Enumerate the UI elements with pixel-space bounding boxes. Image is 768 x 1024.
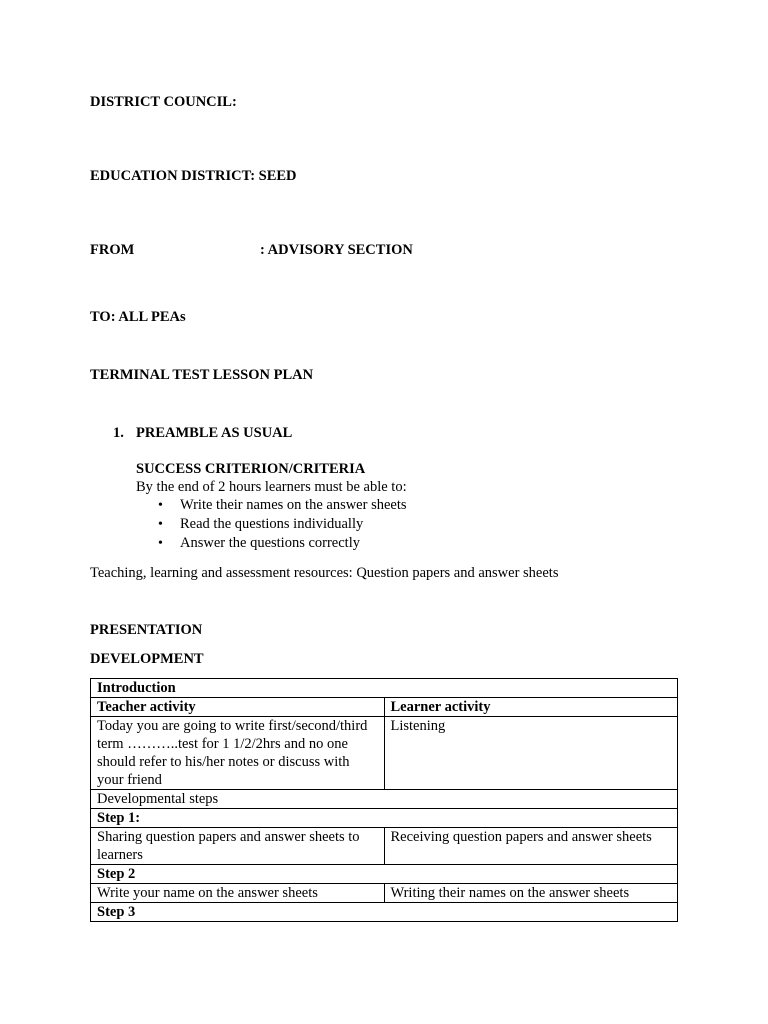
step3-label: Step 3 (91, 903, 678, 922)
list-item: • Answer the questions correctly (158, 535, 360, 551)
introduction-cell: Introduction (91, 679, 678, 698)
table-row (91, 828, 678, 865)
success-criteria-heading: SUCCESS CRITERION/CRITERIA (136, 461, 366, 477)
list-item: • Write their names on the answer sheets (158, 497, 407, 513)
table-row (91, 884, 678, 903)
bullet-icon: • (158, 536, 163, 551)
section-heading: PREAMBLE AS USUAL (136, 425, 293, 441)
table-row (91, 903, 678, 922)
table-row (91, 698, 678, 717)
table-row (91, 809, 678, 828)
from-value: : ADVISORY SECTION (260, 242, 413, 258)
section-number: 1. (113, 425, 124, 441)
table-row (91, 790, 678, 809)
resources-text: Teaching, learning and assessment resources: Question papers and answer sheets (90, 565, 559, 581)
to-label: TO: ALL PEAs (90, 309, 186, 325)
education-district-label: EDUCATION DISTRICT: SEED (90, 168, 297, 184)
list-item: • Read the questions individually (158, 516, 364, 532)
step2-label: Step 2 (91, 865, 678, 884)
document-title: TERMINAL TEST LESSON PLAN (90, 367, 314, 383)
step1-label: Step 1: (91, 809, 678, 828)
table-row (91, 865, 678, 884)
from-label: FROM (90, 242, 135, 258)
bullet-icon: • (158, 517, 163, 532)
step1-teacher-cell: Sharing question papers and answer sheets to learners (91, 828, 385, 865)
development-heading: DEVELOPMENT (90, 651, 204, 667)
developmental-steps-cell: Developmental steps (91, 790, 678, 809)
learner-activity-header: Learner activity (384, 698, 678, 717)
step2-learner-cell: Writing their names on the answer sheets (384, 884, 678, 903)
intro-learner-cell: Listening (384, 717, 678, 790)
presentation-heading: PRESENTATION (90, 622, 203, 638)
table-row (91, 717, 678, 790)
teacher-activity-header: Teacher activity (91, 698, 385, 717)
bullet-icon: • (158, 498, 163, 513)
lesson-plan-table (90, 678, 678, 922)
step1-learner-cell: Receiving question papers and answer sheets (384, 828, 678, 865)
step2-teacher-cell: Write your name on the answer sheets (91, 884, 385, 903)
district-council-label: DISTRICT COUNCIL: (90, 94, 237, 110)
success-criteria-list (158, 496, 407, 553)
intro-teacher-cell: Today you are going to write first/second/third term ………..test for 1 1/2/2hrs and no one should refer to his/her notes or discuss with your friend (91, 717, 385, 790)
table-row (91, 679, 678, 698)
success-criteria-intro: By the end of 2 hours learners must be able to: (136, 479, 407, 495)
